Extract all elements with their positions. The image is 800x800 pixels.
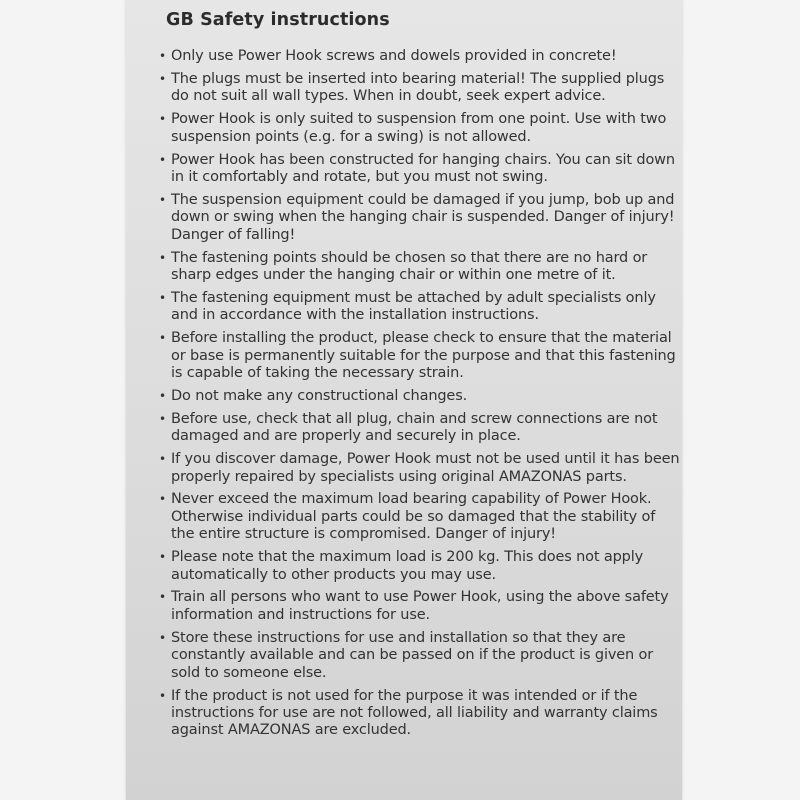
instruction-item [154, 451, 682, 486]
instruction-item [154, 688, 682, 740]
bullet: • [159, 452, 166, 467]
instruction-item [154, 411, 682, 446]
instruction-item [154, 290, 682, 325]
instruction-item [154, 330, 682, 382]
instruction-item [154, 250, 682, 285]
bullet: • [159, 290, 166, 305]
instruction-item [154, 152, 682, 187]
bullet: • [159, 388, 166, 403]
instruction-text: The fastening points should be chosen so that there are no hard or sharp edges under the hanging chair or within one metre of it. [171, 249, 648, 283]
bullet: • [159, 112, 166, 127]
instruction-text: Store these instructions for use and installation so that they are constantly available and can be passed on if the product is given or sold to someone else. [171, 629, 654, 681]
bullet: • [159, 550, 166, 565]
instruction-text: The fastening equipment must be attached by adult specialists only and in accordance with the installation instructions. [171, 289, 656, 324]
bullet: • [159, 630, 166, 645]
bullet: • [159, 250, 166, 265]
bullet: • [159, 411, 166, 426]
bullet: • [159, 688, 166, 703]
bullet: • [159, 71, 166, 86]
safety-instructions-list [154, 48, 682, 745]
document-heading: GB Safety instructions [166, 10, 390, 30]
instruction-text: If the product is not used for the purpose it was intended or if the instructions for use are not followed, all liability and warranty claims against AMAZONAS are excluded. [171, 687, 658, 739]
instruction-text: Train all persons who want to use Power Hook, using the above safety information and instructions for use. [171, 589, 669, 623]
instruction-item [154, 48, 682, 65]
bullet: • [159, 331, 166, 346]
instruction-item [154, 192, 682, 244]
instruction-sheet [126, 0, 682, 800]
instruction-text: If you discover damage, Power Hook must not be used until it has been properly repaired by specialists using original AMAZONAS parts. [171, 451, 680, 485]
instruction-item [154, 630, 682, 682]
instruction-text: Do not make any constructional changes. [171, 387, 468, 404]
instruction-text: The suspension equipment could be damaged if you jump, bob up and down or swing when the hanging chair is suspended. Danger of injury! Danger of falling! [171, 191, 675, 243]
bullet: • [159, 49, 166, 63]
bullet: • [159, 152, 166, 167]
bullet: • [159, 192, 166, 207]
instruction-text: Before use, check that all plug, chain and screw connections are not damaged and are properly and securely in place. [171, 410, 658, 445]
instruction-item [154, 71, 682, 106]
instruction-item [154, 388, 682, 405]
instruction-item [154, 491, 682, 543]
instruction-item [154, 589, 682, 624]
instruction-text: Before installing the product, please check to ensure that the material or base is permanently suitable for the purpose and that this fastening is capable of taking the necessary strain. [171, 330, 676, 381]
instruction-text: The plugs must be inserted into bearing material! The supplied plugs do not suit all wall types. When in doubt, seek expert advice. [171, 70, 665, 105]
instruction-text: Power Hook has been constructed for hanging chairs. You can sit down in it comfortably and rotate, but you must not swing. [171, 151, 675, 185]
instruction-text: Never exceed the maximum load bearing capability of Power Hook. Otherwise individual parts could be so damaged that the stability of the entire structure is compromised. Danger of injury! [171, 491, 656, 543]
instruction-item [154, 549, 682, 584]
instruction-text: Only use Power Hook screws and dowels provided in concrete! [171, 48, 617, 64]
instruction-text: Please note that the maximum load is 200 kg. This does not apply automatically to other products you may use. [171, 549, 644, 583]
instruction-item [154, 111, 682, 146]
bullet: • [159, 492, 166, 507]
instruction-text: Power Hook is only suited to suspension from one point. Use with two suspension points (e.g. for a swing) is not allowed. [171, 111, 667, 145]
bullet: • [159, 590, 166, 605]
